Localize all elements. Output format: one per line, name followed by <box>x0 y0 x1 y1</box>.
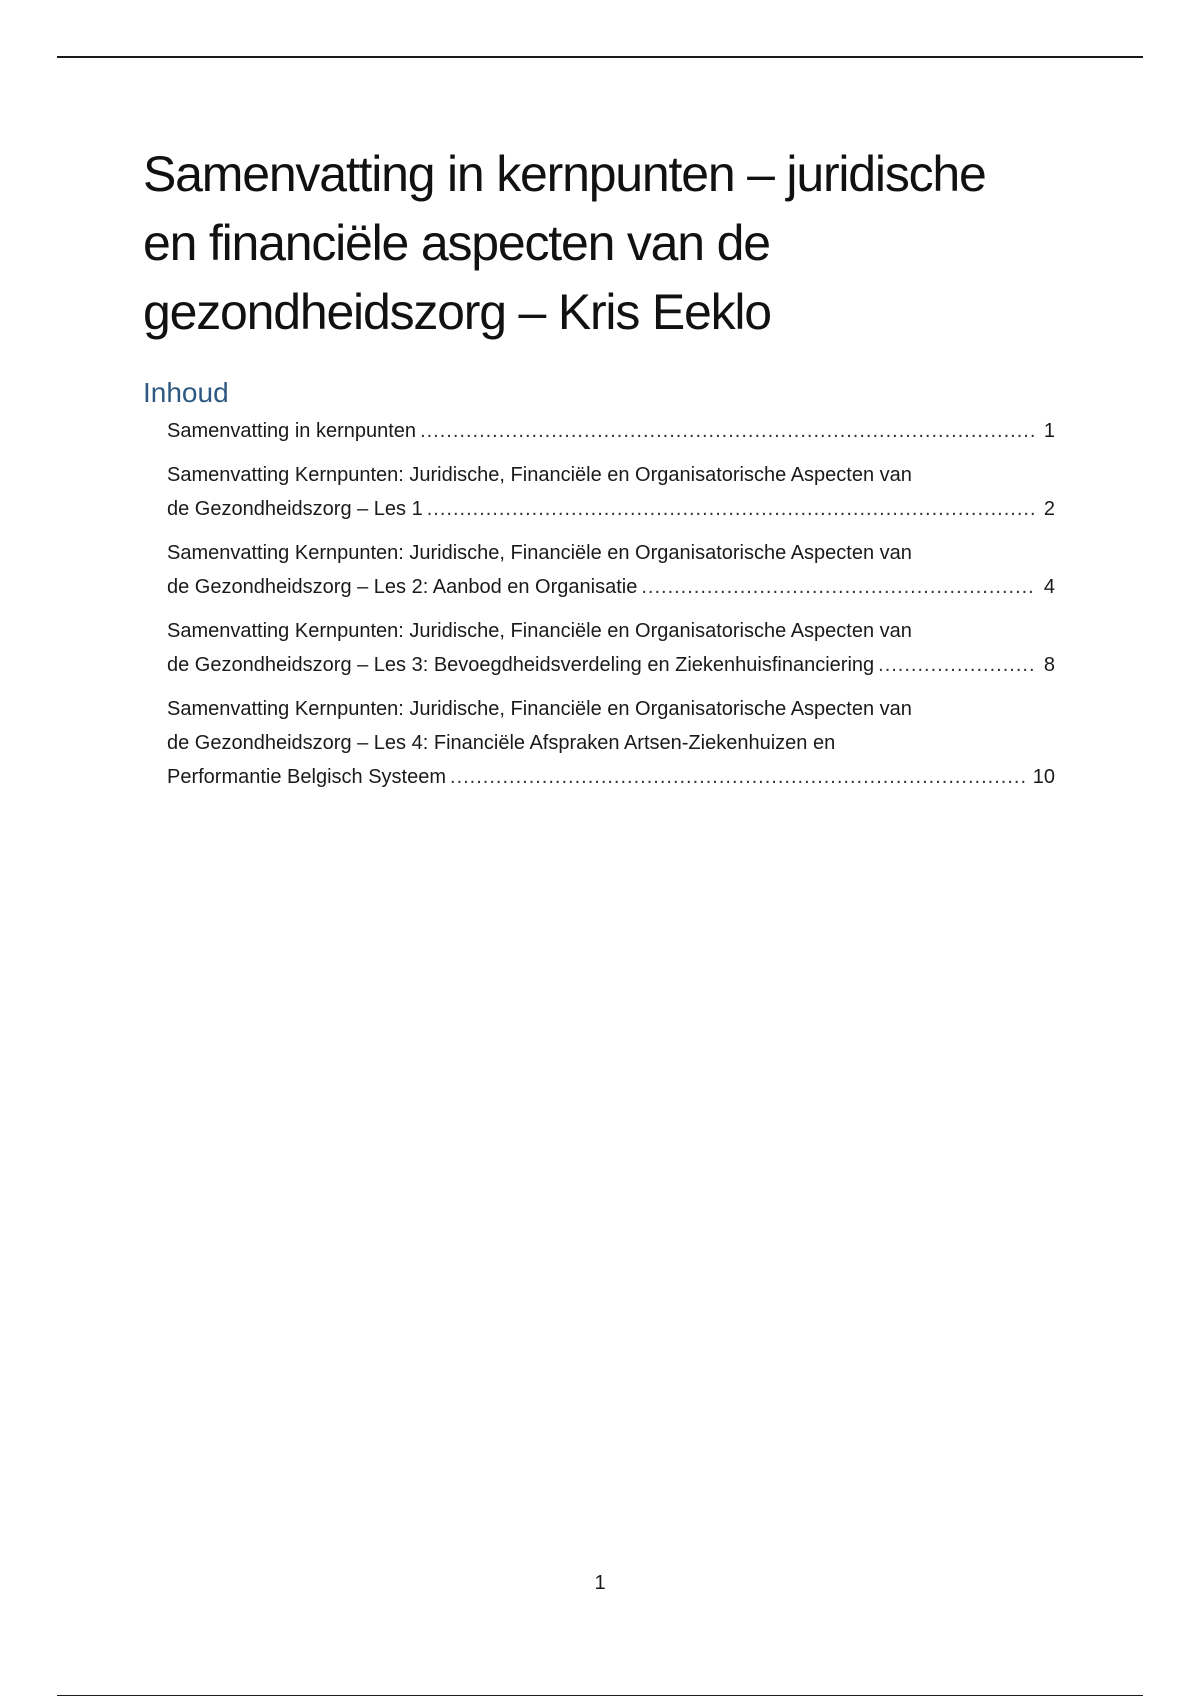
toc-entry[interactable] <box>167 536 1055 604</box>
toc-dot-leader <box>641 570 1035 604</box>
toc-entry[interactable] <box>167 458 1055 526</box>
document-title <box>143 140 1043 347</box>
toc-entry-line <box>167 570 1055 604</box>
table-of-contents <box>167 414 1055 804</box>
toc-page-number: 1 <box>1043 420 1055 442</box>
footer-rule <box>57 1695 1143 1696</box>
toc-page-number: 8 <box>1043 654 1055 676</box>
title-line: en financiële aspecten van de <box>143 215 770 271</box>
toc-entry-line <box>167 414 1055 448</box>
toc-entry-text: de Gezondheidszorg – Les 3: Bevoegdheidsverdeling en Ziekenhuisfinanciering <box>167 654 875 676</box>
toc-dot-leader <box>878 648 1035 682</box>
title-line: gezondheidszorg – Kris Eeklo <box>143 284 771 340</box>
page-number: 1 <box>594 1572 606 1594</box>
toc-dot-leader <box>450 760 1027 794</box>
toc-page-number: 4 <box>1043 576 1055 598</box>
toc-entry[interactable] <box>167 692 1055 794</box>
toc-entry-line <box>167 648 1055 682</box>
toc-entry-text: de Gezondheidszorg – Les 2: Aanbod en Organisatie <box>167 576 638 598</box>
title-line: Samenvatting in kernpunten – juridische <box>143 146 986 202</box>
toc-entry-text: Samenvatting Kernpunten: Juridische, Financiële en Organisatorische Aspecten van <box>167 698 912 720</box>
toc-entry-text: de Gezondheidszorg – Les 1 <box>167 498 423 520</box>
toc-entry-line <box>167 760 1055 794</box>
toc-entry-text: Samenvatting in kernpunten <box>167 420 417 442</box>
toc-dot-leader <box>427 492 1035 526</box>
toc-entry-text: Performantie Belgisch Systeem <box>167 766 447 788</box>
toc-entry-text: Samenvatting Kernpunten: Juridische, Financiële en Organisatorische Aspecten van <box>167 620 912 642</box>
toc-page-number: 2 <box>1043 498 1055 520</box>
toc-entry-text: de Gezondheidszorg – Les 4: Financiële Afspraken Artsen-Ziekenhuizen en <box>167 732 836 754</box>
toc-entry-text: Samenvatting Kernpunten: Juridische, Financiële en Organisatorische Aspecten van <box>167 542 912 564</box>
toc-heading: Inhoud <box>143 377 229 408</box>
toc-entry-text: Samenvatting Kernpunten: Juridische, Financiële en Organisatorische Aspecten van <box>167 464 912 486</box>
toc-dot-leader <box>420 414 1035 448</box>
toc-entry[interactable] <box>167 614 1055 682</box>
toc-entry-line <box>167 492 1055 526</box>
header-rule <box>57 56 1143 58</box>
toc-page-number: 10 <box>1032 766 1055 788</box>
toc-entry[interactable] <box>167 414 1055 448</box>
